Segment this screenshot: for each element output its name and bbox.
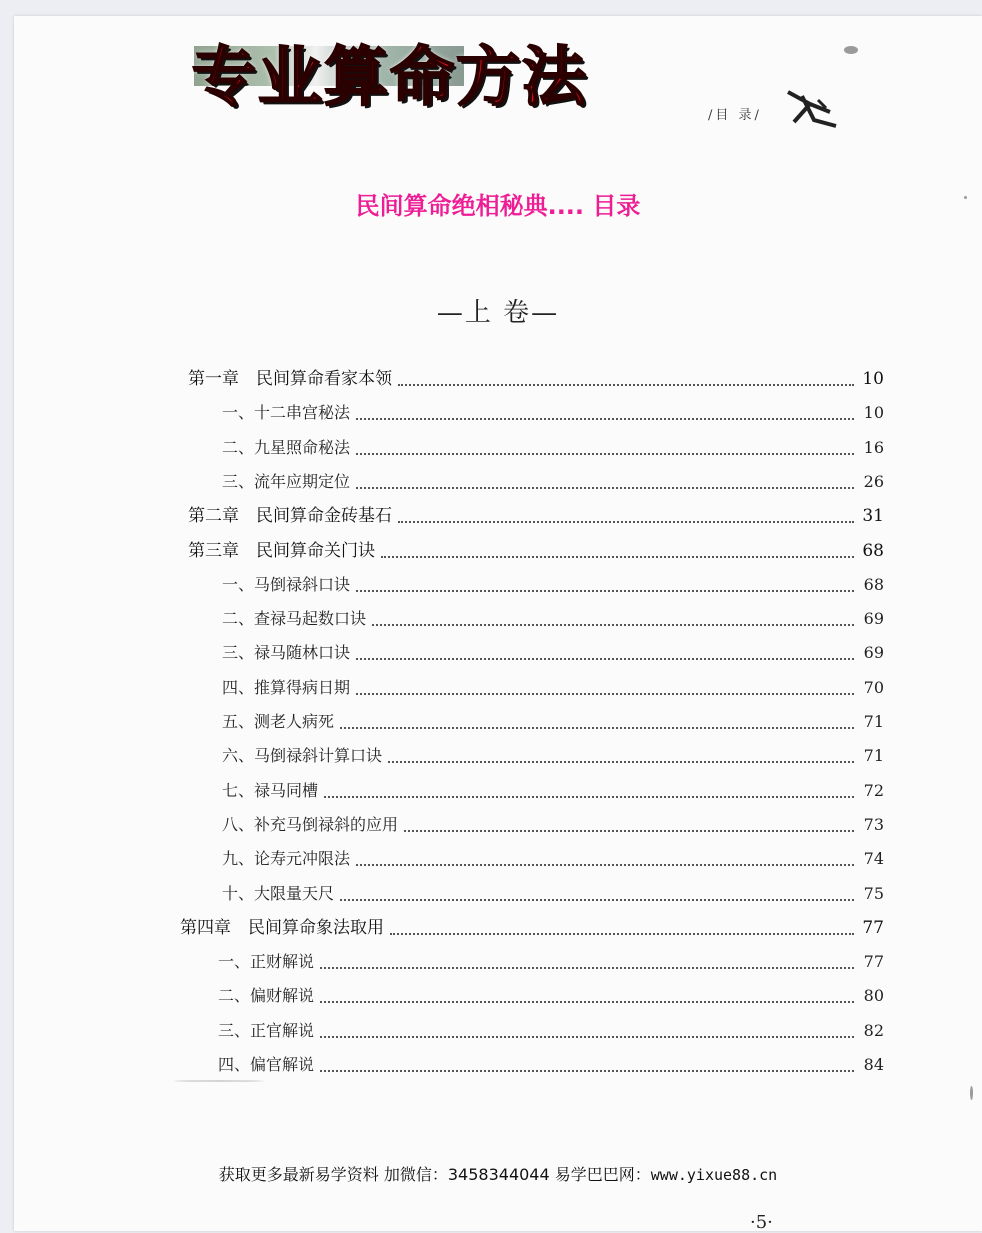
toc-entry-label: 一、十二串宫秘法: [222, 403, 351, 422]
toc-chapter-row[interactable]: [180, 917, 884, 939]
toc-page-number: 74: [863, 849, 884, 868]
toc-page-number: 68: [862, 541, 884, 561]
toc-page-number: 70: [863, 678, 884, 697]
toc-leader-dots: [320, 961, 854, 969]
toc-page-number: 26: [863, 472, 884, 491]
toc-leader-dots: [356, 481, 854, 489]
page-number: ·5·: [750, 1212, 773, 1233]
toc-entry-label: 二、偏财解说: [218, 986, 315, 1005]
toc-page-number: 80: [863, 986, 884, 1005]
document-page: [14, 16, 982, 1231]
toc-leader-dots: [356, 652, 854, 660]
toc-section-row[interactable]: [218, 1020, 884, 1042]
footer-text: 获取更多最新易学资料 加微信：3458344044 易学巴巴网：: [218, 1165, 651, 1184]
toc-section-row[interactable]: [218, 951, 884, 973]
toc-leader-dots: [340, 721, 854, 729]
toc-page-number: 71: [863, 746, 884, 765]
toc-leader-dots: [320, 1030, 854, 1038]
toc-page-number: 84: [863, 1055, 884, 1074]
toc-entry-label: 七、禄马同槽: [222, 781, 319, 800]
toc-page-number: 73: [863, 815, 884, 834]
toc-section-row[interactable]: [222, 608, 884, 630]
toc-leader-dots: [388, 755, 854, 763]
toc-page-number: 68: [863, 575, 884, 594]
toc-leader-dots: [320, 995, 854, 1003]
toc-leader-dots: [324, 790, 854, 798]
toc-page-number: 72: [863, 781, 884, 800]
toc-page-number: 75: [863, 884, 884, 903]
toc-leader-dots: [390, 927, 854, 935]
toc-leader-dots: [404, 824, 854, 832]
toc-chapter-row[interactable]: [188, 540, 884, 562]
footer-url[interactable]: www.yixue88.cn: [650, 1166, 778, 1184]
toc-entry-label: 四、推算得病日期: [222, 678, 351, 697]
toc-leader-dots: [320, 1064, 854, 1072]
toc-section-row[interactable]: [222, 574, 884, 596]
toc-entry-label: 第三章 民间算命关门诀: [188, 541, 375, 561]
toc-chapter-row[interactable]: [188, 505, 884, 527]
toc-section-row[interactable]: [222, 745, 884, 767]
toc-page-number: 69: [863, 609, 884, 628]
toc-section-row[interactable]: [222, 848, 884, 870]
toc-leader-dots: [356, 447, 854, 455]
toc-leader-dots: [381, 550, 854, 558]
toc-entry-label: 三、正官解说: [218, 1021, 315, 1040]
toc-page-number: 77: [862, 918, 884, 938]
toc-section-row[interactable]: [222, 471, 884, 493]
toc-leader-dots: [372, 618, 854, 626]
toc-leader-dots: [356, 412, 854, 420]
toc-leader-dots: [398, 515, 854, 523]
toc-entry-label: 二、查禄马起数口诀: [222, 609, 367, 628]
toc-page-number: 16: [863, 438, 884, 457]
toc-entry-label: 六、马倒禄斜计算口诀: [222, 746, 383, 765]
toc-page-number: 31: [862, 506, 884, 526]
toc-page-number: 69: [863, 643, 884, 662]
toc-section-row[interactable]: [222, 814, 884, 836]
toc-leader-dots: [356, 584, 854, 592]
toc-entry-label: 三、流年应期定位: [222, 472, 351, 491]
footer-contact: [14, 1162, 982, 1185]
toc-entry-label: 十、大限量天尺: [222, 884, 335, 903]
toc-page-number: 77: [863, 952, 884, 971]
toc-entry-label: 五、测老人病死: [222, 712, 335, 731]
toc-entry-label: 三、禄马随林口诀: [222, 643, 351, 662]
toc-leader-dots: [398, 378, 854, 386]
toc-entry-label: 第四章 民间算命象法取用: [180, 918, 384, 938]
toc-leader-dots: [356, 858, 854, 866]
header-note: /目 录/: [708, 108, 762, 123]
toc-entry-label: 一、正财解说: [218, 952, 315, 971]
toc-page-number: 10: [862, 369, 884, 389]
toc-page-number: 71: [863, 712, 884, 731]
toc-entry-label: 第一章 民间算命看家本领: [188, 369, 392, 389]
banner-title: 专业算命方法: [192, 41, 588, 115]
toc-page-number: 82: [863, 1021, 884, 1040]
toc-chapter-row[interactable]: [188, 368, 884, 390]
toc-entry-label: 九、论寿元冲限法: [222, 849, 351, 868]
toc-leader-dots: [340, 893, 854, 901]
document-subtitle: 民间算命绝相秘典.... 目录: [355, 192, 641, 220]
toc-entry-label: 四、偏官解说: [218, 1055, 315, 1074]
toc-section-row[interactable]: [222, 711, 884, 733]
toc-section-row[interactable]: [222, 402, 884, 424]
toc-entry-label: 一、马倒禄斜口诀: [222, 575, 351, 594]
volume-title: —上 卷—: [436, 298, 560, 328]
toc-section-row[interactable]: [222, 780, 884, 802]
toc-entry-label: 第二章 民间算命金砖基石: [188, 506, 392, 526]
toc-page-number: 10: [863, 403, 884, 422]
toc-section-row[interactable]: [222, 642, 884, 664]
toc-section-row[interactable]: [222, 883, 884, 905]
toc-section-row[interactable]: [218, 1054, 884, 1076]
toc-section-row[interactable]: [222, 677, 884, 699]
toc-leader-dots: [356, 687, 854, 695]
toc-entry-label: 八、补充马倒禄斜的应用: [222, 815, 399, 834]
toc-section-row[interactable]: [222, 437, 884, 459]
toc-entry-label: 二、九星照命秘法: [222, 438, 351, 457]
table-of-contents: [14, 16, 982, 1116]
toc-section-row[interactable]: [218, 985, 884, 1007]
